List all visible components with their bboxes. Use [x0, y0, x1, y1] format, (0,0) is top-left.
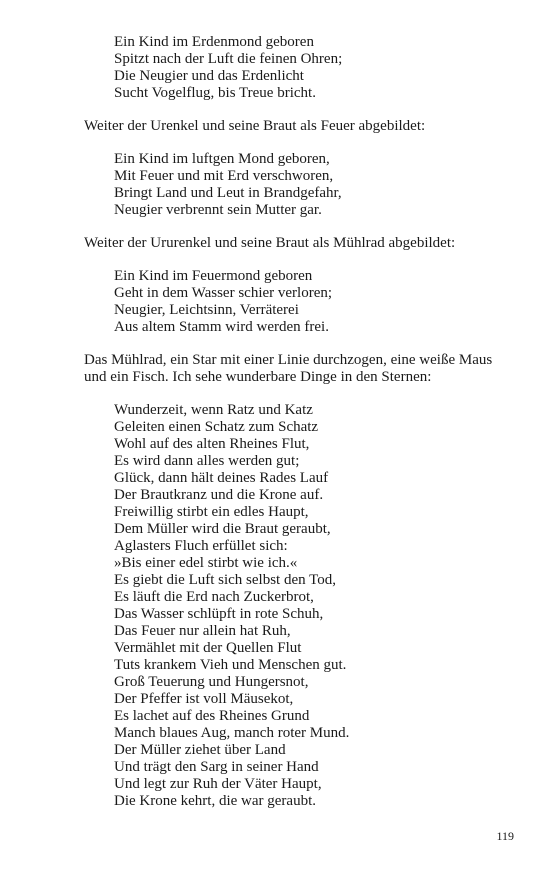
verse-line: Es lachet auf des Rheines Grund	[114, 708, 310, 724]
page-text	[84, 34, 518, 826]
verse-line: Es läuft die Erd nach Zuckerbrot,	[114, 589, 314, 605]
prose-paragraph-1	[84, 118, 518, 135]
prose-line: Das Mühlrad, ein Star mit einer Linie durchzogen, eine weiße Maus	[84, 352, 493, 368]
verse-line: Und legt zur Ruh der Väter Haupt,	[114, 776, 322, 792]
verse-stanza-2	[114, 151, 518, 219]
verse-line: Geleiten einen Schatz zum Schatz	[114, 419, 319, 435]
verse-line: Freiwillig stirbt ein edles Haupt,	[114, 504, 309, 520]
verse-line: Der Brautkranz und die Krone auf.	[114, 487, 324, 503]
verse-line: Der Müller ziehet über Land	[114, 742, 286, 758]
verse-line: Bringt Land und Leut in Brandgefahr,	[114, 185, 342, 201]
verse-line: Neugier, Leichtsinn, Verräterei	[114, 302, 299, 318]
verse-line: Neugier verbrennt sein Mutter gar.	[114, 202, 322, 218]
verse-line: Spitzt nach der Luft die feinen Ohren;	[114, 51, 343, 67]
verse-stanza-1	[114, 34, 518, 102]
verse-line: Geht in dem Wasser schier verloren;	[114, 285, 333, 301]
prose-paragraph-2	[84, 235, 518, 252]
prose-line: und ein Fisch. Ich sehe wunderbare Dinge in den Sternen:	[84, 369, 432, 385]
verse-line: Und trägt den Sarg in seiner Hand	[114, 759, 319, 775]
verse-line: Mit Feuer und mit Erd verschworen,	[114, 168, 334, 184]
verse-line: Tuts krankem Vieh und Menschen gut.	[114, 657, 347, 673]
verse-line: Aus altem Stamm wird werden frei.	[114, 319, 329, 335]
verse-line: Wunderzeit, wenn Ratz und Katz	[114, 402, 313, 418]
verse-line: Aglasters Fluch erfüllet sich:	[114, 538, 288, 554]
verse-line: Wohl auf des alten Rheines Flut,	[114, 436, 310, 452]
prose-paragraph-3	[84, 352, 518, 386]
verse-line: Ein Kind im Feuermond geboren	[114, 268, 313, 284]
verse-stanza-3	[114, 268, 518, 336]
verse-line: Das Feuer nur allein hat Ruh,	[114, 623, 291, 639]
verse-line: Groß Teuerung und Hungersnot,	[114, 674, 309, 690]
verse-line: Es wird dann alles werden gut;	[114, 453, 300, 469]
verse-stanza-4	[114, 402, 518, 810]
verse-line: Sucht Vogelflug, bis Treue bricht.	[114, 85, 316, 101]
verse-line: »Bis einer edel stirbt wie ich.«	[114, 555, 298, 571]
verse-line: Manch blaues Aug, manch roter Mund.	[114, 725, 350, 741]
verse-line: Ein Kind im luftgen Mond geboren,	[114, 151, 330, 167]
verse-line: Ein Kind im Erdenmond geboren	[114, 34, 314, 50]
prose-line: Weiter der Ururenkel und seine Braut als Mühlrad abgebildet:	[84, 235, 456, 251]
verse-line: Die Neugier und das Erdenlicht	[114, 68, 304, 84]
verse-line: Der Pfeffer ist voll Mäusekot,	[114, 691, 294, 707]
verse-line: Glück, dann hält deines Rades Lauf	[114, 470, 329, 486]
verse-line: Dem Müller wird die Braut geraubt,	[114, 521, 331, 537]
verse-line: Das Wasser schlüpft in rote Schuh,	[114, 606, 324, 622]
prose-line: Weiter der Urenkel und seine Braut als Feuer abgebildet:	[84, 118, 426, 134]
verse-line: Vermählet mit der Quellen Flut	[114, 640, 302, 656]
verse-line: Es giebt die Luft sich selbst den Tod,	[114, 572, 336, 588]
verse-line: Die Krone kehrt, die war geraubt.	[114, 793, 317, 809]
page-number: 119	[496, 829, 514, 843]
